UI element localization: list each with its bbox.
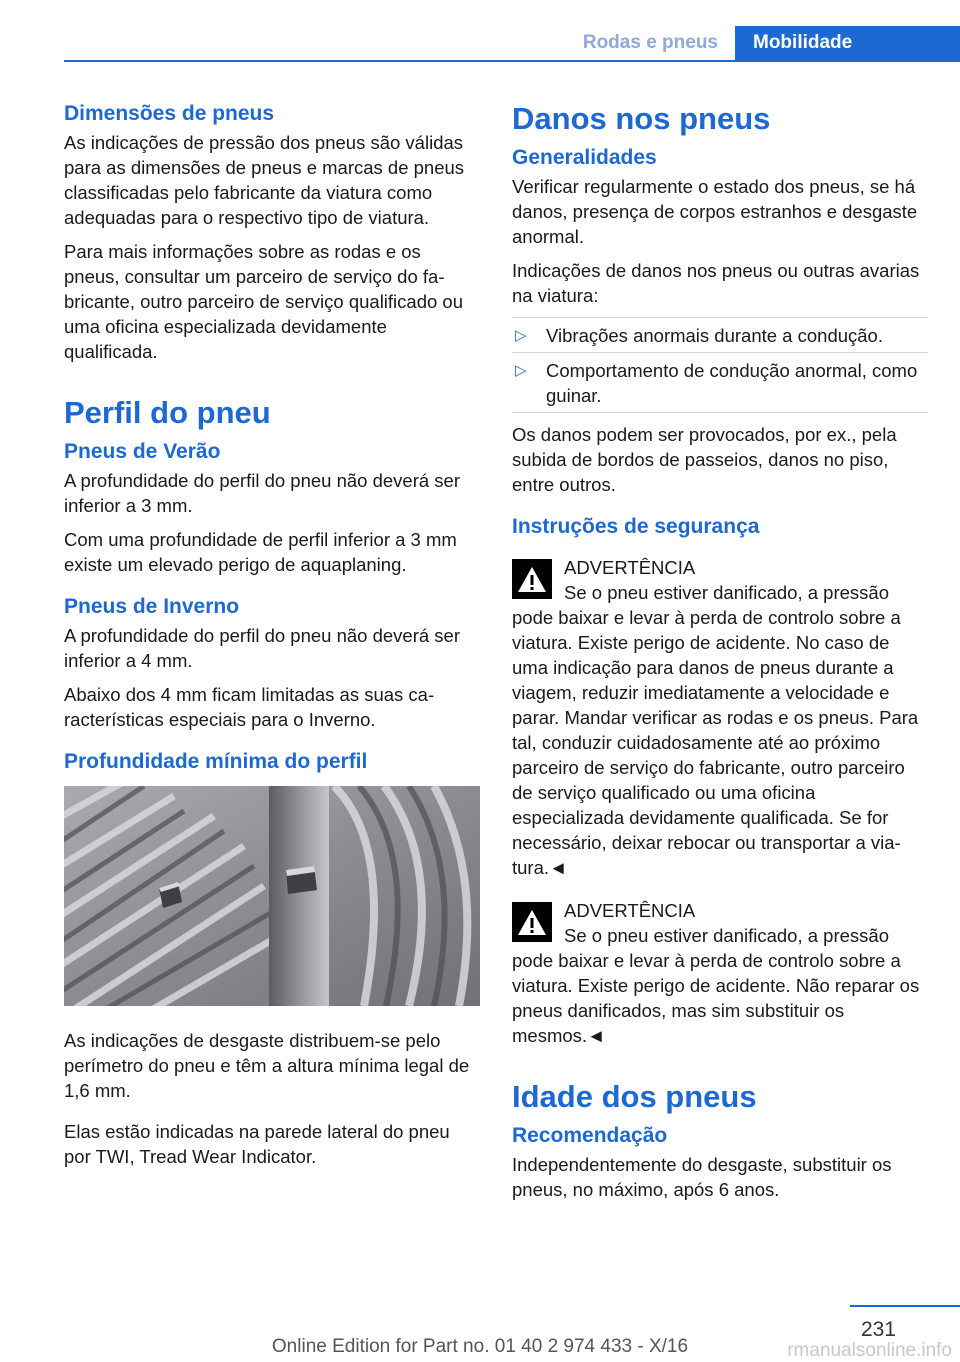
paragraph: Para mais informações sobre as rodas e os pneus, consultar um parceiro de serviço do fabricante, outro parceiro de serviço qualificado ou uma oficina especializada devidamente qualificada. — [64, 241, 464, 362]
warning-title: ADVERTÊNCIA — [564, 900, 696, 921]
warning-text: Se o pneu estiver danificado, a pressão pode baixar e levar à perda de controlo sobre a viatura. Existe perigo de acidente. No caso de uma indicação para danos de pneus durante a viagem, reduzir imediatamente a velocidade e parar. Mandar verificar as rodas e os pneus. Para tal, conduzir cuidadosamente até ao próximo parceiro de serviço do fabricante, outro parceiro de serviço qualificado ou uma oficina especializada devidamente qualificada. Se for necessário, deixar rebocar ou transportar a viatura.◄ — [512, 582, 919, 878]
paragraph: As indicações de desgaste distribuem-se pelo perímetro do pneu e têm a altura mínima legal de 1,6 mm. — [64, 1030, 470, 1101]
damage-signs-list — [512, 317, 928, 413]
tread-wear-indicator-image — [64, 786, 480, 1006]
edition-note: Online Edition for Part no. 01 40 2 974 433 - X/16 — [271, 1336, 689, 1357]
chapter-tab: Mobilidade — [735, 26, 960, 60]
paragraph: Abaixo dos 4 mm ficam limitadas as suas características especiais para o Inverno. — [64, 684, 435, 730]
paragraph: Com uma profundidade de perfil inferior a 3 mm existe um elevado perigo de aquaplaning. — [64, 529, 457, 575]
triangle-right-icon: ▷ — [515, 327, 527, 344]
right-column — [512, 100, 928, 1211]
triangle-right-icon: ▷ — [515, 362, 527, 379]
min-tread-heading: Profundidade mínima do perfil — [64, 750, 368, 773]
paragraph: Independentemente do desgaste, substituir os pneus, no máximo, após 6 anos. — [512, 1154, 892, 1200]
warning-title: ADVERTÊNCIA — [564, 557, 696, 578]
recommendation-heading: Recomendação — [512, 1124, 668, 1147]
paragraph: Os danos podem ser provocados, por ex., pela subida de bordos de passeios, danos no piso, entre outros. — [512, 424, 897, 495]
paragraph: As indicações de pressão dos pneus são válidas para as dimensões de pneus e marcas de pneus classificadas pelo fabricante da viatura como adequadas para o respectivo tipo de viatura. — [64, 132, 465, 228]
left-column — [64, 100, 480, 1178]
paragraph: Verificar regularmente o estado dos pneus, se há danos, presença de corpos estranhos e desgaste anormal. — [512, 176, 918, 247]
paragraph: A profundidade do perfil do pneu não deverá ser inferior a 4 mm. — [64, 625, 460, 671]
paragraph: Indicações de danos nos pneus ou outras avarias na viatura: — [512, 260, 920, 306]
warning-text: Se o pneu estiver danificado, a pressão pode baixar e levar à perda de controlo sobre a viatura. Existe perigo de acidente. Não reparar os pneus danificados, mas sim substituir os mesmos.◄ — [512, 925, 920, 1046]
warning-block — [512, 898, 928, 1048]
tyre-dimensions-heading: Dimensões de pneus — [64, 102, 275, 125]
page-header — [64, 26, 960, 62]
list-item: ▷ Vibrações anormais durante a condução. — [512, 318, 928, 353]
footer-rule — [850, 1305, 960, 1307]
tread-profile-title: Perfil do pneu — [64, 395, 271, 430]
list-item: ▷ Comportamento de condução anormal, como guinar. — [512, 353, 928, 413]
tyre-damage-title: Danos nos pneus — [512, 101, 771, 136]
tyre-age-title: Idade dos pneus — [512, 1079, 757, 1114]
warning-block — [512, 555, 928, 880]
winter-tyres-heading: Pneus de Inverno — [64, 595, 240, 618]
section-tab: Rodas e pneus — [582, 32, 718, 53]
paragraph: Elas estão indicadas na parede lateral do pneu por TWI, Tread Wear Indicator. — [64, 1121, 450, 1167]
page-number: 231 — [860, 1318, 896, 1341]
general-heading: Generalidades — [512, 146, 657, 169]
warning-triangle-icon — [512, 902, 552, 942]
watermark: rmanualsonline.info — [787, 1340, 952, 1361]
summer-tyres-heading: Pneus de Verão — [64, 440, 221, 463]
paragraph: A profundidade do perfil do pneu não deverá ser inferior a 3 mm. — [64, 470, 460, 516]
warning-triangle-icon — [512, 559, 552, 599]
safety-heading: Instruções de segurança — [512, 515, 760, 538]
